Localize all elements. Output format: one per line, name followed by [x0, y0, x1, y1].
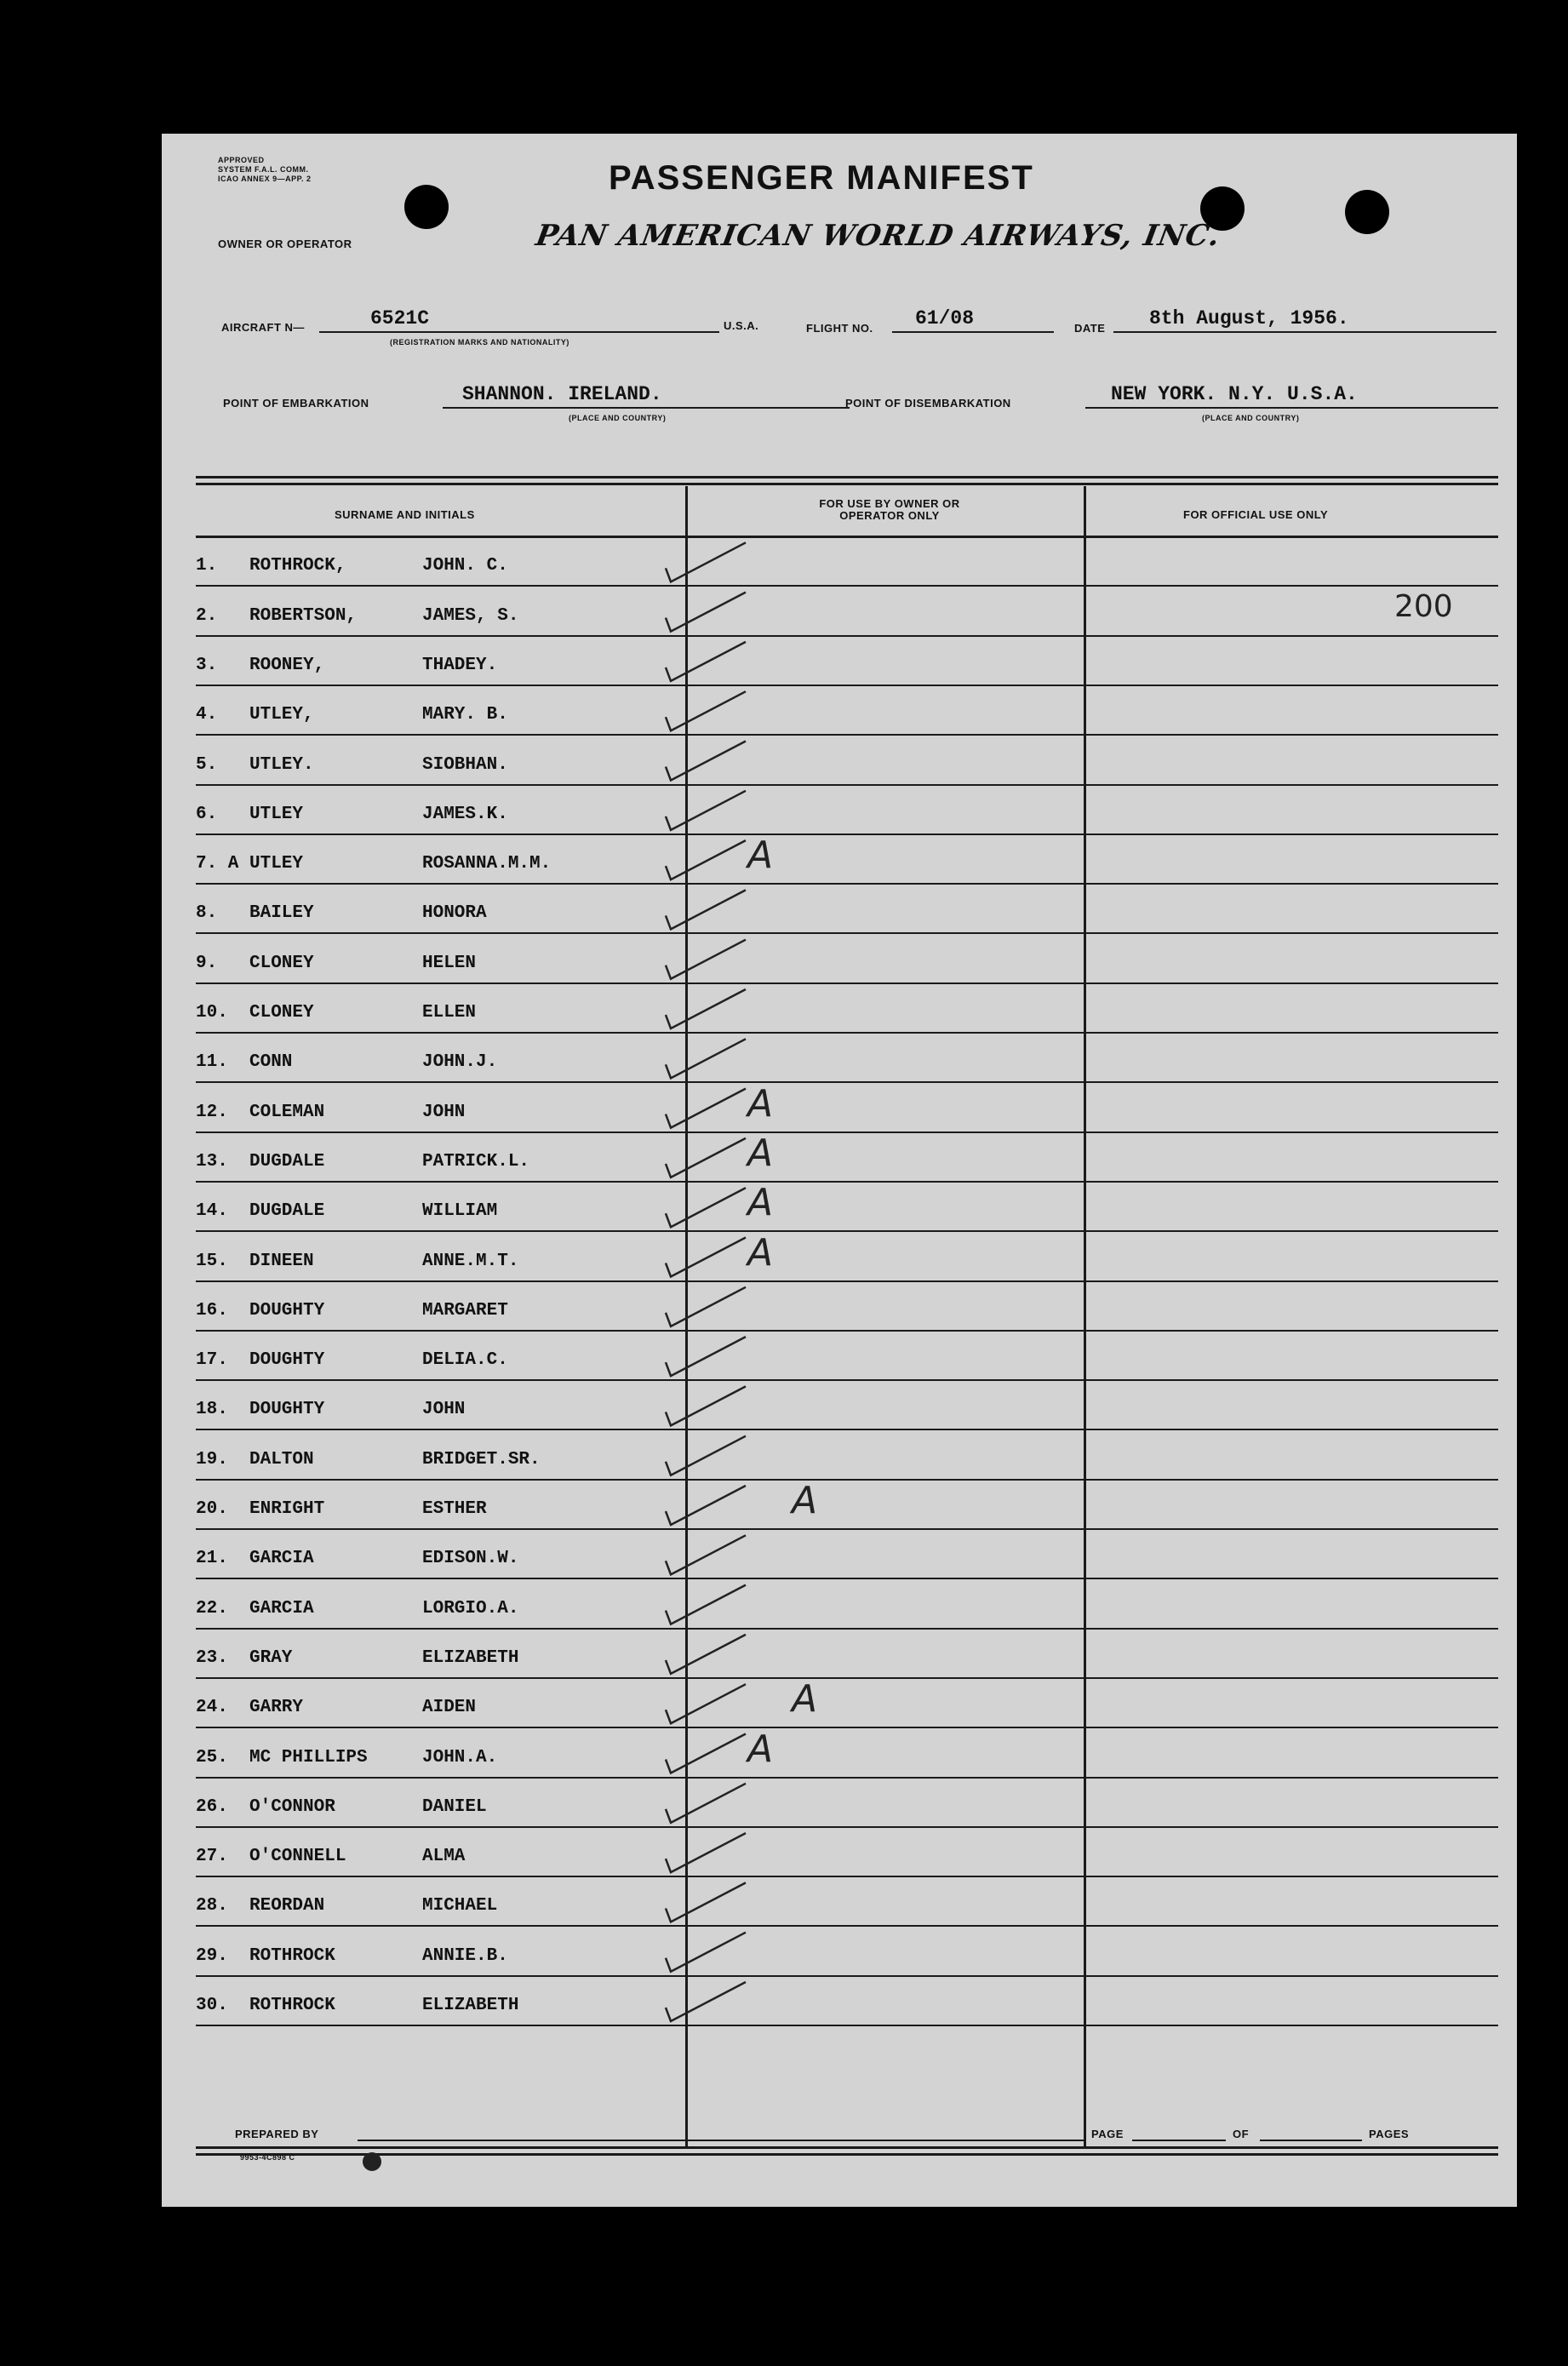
passenger-surname: DOUGHTY — [249, 1350, 325, 1371]
passenger-given-names: ANNE.M.T. — [422, 1251, 519, 1271]
nationality: U.S.A. — [724, 319, 759, 332]
row-number: 3. — [196, 655, 218, 675]
passenger-given-names: JOHN — [422, 1400, 466, 1420]
row-number: 9. — [196, 953, 218, 973]
row-number: 18. — [196, 1400, 228, 1420]
row-number: 16. — [196, 1300, 228, 1320]
check-mark — [666, 1585, 746, 1624]
check-mark — [666, 1784, 746, 1823]
operator-mark: A — [747, 1727, 774, 1771]
passenger-surname: DUGDALE — [249, 1151, 325, 1172]
check-mark — [666, 940, 746, 979]
approval-line-2: SYSTEM F.A.L. COMM. — [218, 165, 309, 174]
check-mark — [666, 742, 746, 781]
passenger-surname: DUGDALE — [249, 1201, 325, 1222]
passenger-surname: UTLEY — [249, 804, 304, 824]
form-number: 9953-4C898 C — [240, 2153, 295, 2162]
passenger-surname: ROONEY, — [249, 655, 325, 675]
check-mark — [666, 989, 746, 1028]
embark-label: POINT OF EMBARKATION — [223, 397, 369, 410]
col-header-official: FOR OFFICIAL USE ONLY — [1183, 508, 1329, 521]
passenger-surname: ROBERTSON, — [249, 605, 358, 626]
row-number: 7. A — [196, 854, 239, 874]
row-number: 10. — [196, 1003, 228, 1023]
passenger-given-names: JAMES, S. — [422, 605, 519, 626]
check-mark — [666, 1039, 746, 1078]
official-note: 200 — [1394, 589, 1453, 624]
operator-mark: A — [747, 1230, 774, 1275]
passenger-given-names: DANIEL — [422, 1796, 487, 1817]
passenger-given-names: ROSANNA.M.M. — [422, 854, 552, 874]
check-mark — [666, 1188, 746, 1227]
check-mark — [666, 593, 746, 632]
row-number: 22. — [196, 1598, 228, 1618]
check-mark — [666, 1238, 746, 1277]
operator-mark: A — [747, 1081, 774, 1126]
passenger-given-names: DELIA.C. — [422, 1350, 508, 1371]
passenger-surname: GRAY — [249, 1647, 293, 1668]
check-mark — [666, 1982, 746, 2021]
check-mark — [666, 1635, 746, 1674]
passenger-surname: GARCIA — [249, 1598, 314, 1618]
operator-mark: A — [747, 834, 774, 878]
passenger-surname: CLONEY — [249, 1003, 314, 1023]
passenger-given-names: JOHN.A. — [422, 1747, 498, 1767]
row-number: 21. — [196, 1549, 228, 1569]
passenger-surname: DINEEN — [249, 1251, 314, 1271]
row-number: 23. — [196, 1647, 228, 1668]
passenger-surname: MC PHILLIPS — [249, 1747, 368, 1767]
row-number: 4. — [196, 705, 218, 725]
check-mark — [666, 1684, 746, 1723]
check-mark — [666, 1337, 746, 1376]
passenger-surname: ROTHROCK — [249, 1945, 335, 1966]
date-label: DATE — [1074, 322, 1106, 335]
row-number: 17. — [196, 1350, 228, 1371]
passenger-given-names: SIOBHAN. — [422, 754, 508, 775]
check-mark — [666, 791, 746, 830]
page-label: PAGE — [1091, 2128, 1124, 2140]
check-mark — [666, 840, 746, 879]
passenger-surname: O'CONNELL — [249, 1847, 346, 1867]
check-mark — [666, 1436, 746, 1475]
operator-check-marks — [162, 134, 1517, 2207]
prepared-label: PREPARED BY — [235, 2128, 319, 2140]
passenger-given-names: PATRICK.L. — [422, 1151, 530, 1172]
passenger-surname: COLEMAN — [249, 1102, 325, 1122]
pages-label: PAGES — [1369, 2128, 1410, 2140]
row-number: 8. — [196, 903, 218, 924]
flight-label: FLIGHT NO. — [806, 322, 873, 335]
passenger-surname: DOUGHTY — [249, 1400, 325, 1420]
passenger-surname: GARRY — [249, 1698, 304, 1718]
row-number: 28. — [196, 1896, 228, 1916]
row-number: 24. — [196, 1698, 228, 1718]
passenger-surname: CLONEY — [249, 953, 314, 973]
passenger-given-names: MARGARET — [422, 1300, 508, 1320]
check-mark — [666, 1138, 746, 1177]
approval-line-1: APPROVED — [218, 156, 265, 164]
col-header-owner: FOR USE BY OWNER OR OPERATOR ONLY — [819, 497, 960, 522]
passenger-surname: UTLEY — [249, 854, 304, 874]
date-value: 8th August, 1956. — [1149, 307, 1349, 329]
check-mark — [666, 691, 746, 730]
operator-mark: A — [792, 1479, 818, 1522]
passenger-surname: DOUGHTY — [249, 1300, 325, 1320]
passenger-surname: ENRIGHT — [249, 1499, 325, 1519]
passenger-given-names: LORGIO.A. — [422, 1598, 519, 1618]
passenger-given-names: ELIZABETH — [422, 1647, 519, 1668]
row-number: 2. — [196, 605, 218, 626]
row-number: 30. — [196, 1996, 228, 2015]
passenger-given-names: ANNIE.B. — [422, 1945, 508, 1966]
check-mark — [666, 1386, 746, 1425]
check-mark — [666, 1089, 746, 1128]
passenger-given-names: JOHN. C. — [422, 556, 508, 576]
check-mark — [666, 642, 746, 681]
disembark-caption: (PLACE AND COUNTRY) — [1202, 414, 1300, 422]
passenger-given-names: MICHAEL — [422, 1896, 498, 1916]
row-number: 25. — [196, 1747, 228, 1767]
row-number: 14. — [196, 1201, 228, 1222]
passenger-surname: REORDAN — [249, 1896, 325, 1916]
col-header-names: SURNAME AND INITIALS — [335, 508, 475, 521]
passenger-given-names: JOHN.J. — [422, 1052, 498, 1073]
registration-caption: (REGISTRATION MARKS AND NATIONALITY) — [390, 338, 569, 347]
row-number: 19. — [196, 1449, 228, 1469]
owner-label: OWNER OR OPERATOR — [218, 238, 352, 250]
passenger-given-names: EDISON.W. — [422, 1549, 519, 1569]
form-title: PASSENGER MANIFEST — [609, 159, 1034, 197]
approval-line-3: ICAO ANNEX 9—APP. 2 — [218, 175, 312, 183]
check-mark — [666, 1486, 746, 1525]
row-number: 15. — [196, 1251, 228, 1271]
passenger-surname: GARCIA — [249, 1549, 314, 1569]
check-mark — [666, 890, 746, 929]
row-number: 12. — [196, 1102, 228, 1122]
passenger-given-names: AIDEN — [422, 1698, 477, 1718]
row-number: 1. — [196, 556, 218, 576]
row-number: 20. — [196, 1499, 228, 1519]
row-number: 5. — [196, 754, 218, 775]
embark-value: SHANNON. IRELAND. — [462, 383, 662, 405]
check-mark — [666, 1882, 746, 1922]
check-mark — [666, 1933, 746, 1972]
passenger-given-names: JOHN — [422, 1102, 466, 1122]
passenger-surname: CONN — [249, 1052, 293, 1073]
operator-mark: A — [792, 1677, 818, 1722]
disembark-label: POINT OF DISEMBARKATION — [845, 397, 1011, 410]
passenger-given-names: THADEY. — [422, 655, 498, 675]
passenger-given-names: WILLIAM — [422, 1201, 498, 1222]
embark-caption: (PLACE AND COUNTRY) — [569, 414, 667, 422]
passenger-surname: BAILEY — [249, 903, 314, 924]
passenger-surname: DALTON — [249, 1449, 314, 1469]
row-number: 13. — [196, 1151, 228, 1172]
passenger-given-names: ESTHER — [422, 1499, 487, 1519]
row-number: 29. — [196, 1945, 228, 1966]
of-label: OF — [1233, 2128, 1250, 2140]
passenger-given-names: HELEN — [422, 953, 477, 973]
row-number: 26. — [196, 1796, 228, 1817]
passenger-surname: UTLEY. — [249, 754, 314, 775]
passenger-given-names: JAMES.K. — [422, 804, 508, 824]
check-mark — [666, 1734, 746, 1773]
passenger-surname: ROTHROCK, — [249, 556, 346, 576]
passenger-given-names: ELIZABETH — [422, 1996, 519, 2015]
manifest-sheet — [162, 134, 1517, 2207]
aircraft-value: 6521C — [370, 307, 430, 329]
passenger-surname: O'CONNOR — [249, 1796, 335, 1817]
row-number: 27. — [196, 1847, 228, 1867]
passenger-given-names: BRIDGET.SR. — [422, 1449, 541, 1469]
aircraft-label: AIRCRAFT N— — [221, 321, 305, 334]
passenger-given-names: MARY. B. — [422, 705, 508, 725]
operator-mark: A — [747, 1181, 774, 1225]
check-mark — [666, 1833, 746, 1872]
passenger-surname: UTLEY, — [249, 705, 314, 725]
passenger-given-names: ALMA — [422, 1847, 466, 1867]
airline-name: PAN AMERICAN WORLD AIRWAYS, INC. — [533, 219, 1223, 253]
row-number: 6. — [196, 804, 218, 824]
flight-value: 61/08 — [915, 307, 975, 329]
check-mark — [666, 1535, 746, 1574]
disembark-value: NEW YORK. N.Y. U.S.A. — [1111, 383, 1358, 405]
passenger-given-names: ELLEN — [422, 1003, 477, 1023]
check-mark — [666, 542, 746, 581]
passenger-given-names: HONORA — [422, 903, 487, 924]
operator-mark: A — [747, 1131, 774, 1175]
row-number: 11. — [196, 1052, 228, 1073]
check-mark — [666, 1287, 746, 1326]
passenger-surname: ROTHROCK — [249, 1996, 335, 2015]
